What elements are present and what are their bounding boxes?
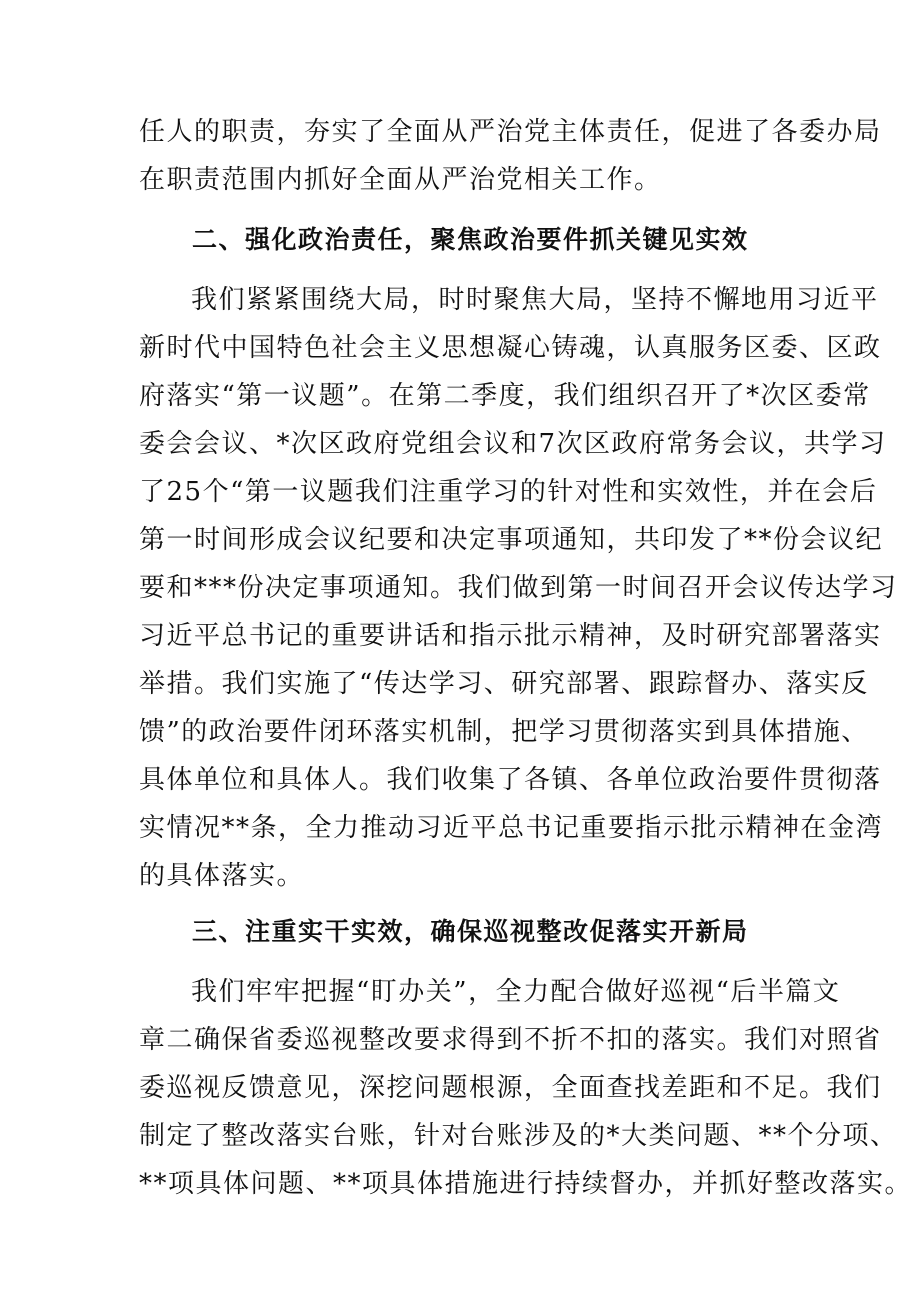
paragraph-line: 了25个“第一议题我们注重学习的针对性和实效性，并在会后: [139, 477, 878, 507]
paragraph-line: 的具体落实。: [139, 861, 305, 891]
paragraph-line: 习近平总书记的重要讲话和指示批示精神，及时研究部署落实: [139, 621, 882, 651]
section-heading-3: 三、注重实干实效，确保巡视整改促落实开新局: [192, 917, 749, 946]
section-2-paragraph: [139, 276, 898, 900]
intro-paragraph: [139, 108, 882, 204]
paragraph-line: 委会会议、*次区政府党组会议和7次区政府常务会议，共学习: [139, 429, 887, 459]
paragraph-line: 举措。我们实施了“传达学习、研究部署、跟踪督办、落实反: [139, 669, 869, 699]
paragraph-line: 具体单位和具体人。我们收集了各镇、各单位政治要件贯彻落: [139, 765, 882, 795]
paragraph-line: 章二确保省委巡视整改要求得到不折不扣的落实。我们对照省: [139, 1025, 882, 1055]
paragraph-line: 第一时间形成会议纪要和决定事项通知，共印发了**份会议纪: [139, 525, 884, 555]
paragraph-line: 要和***份决定事项通知。我们做到第一时间召开会议传达学习: [139, 573, 898, 603]
paragraph-line: **项具体问题、**项具体措施进行持续督办，并抓好整改落实。: [139, 1169, 913, 1199]
paragraph-line: 我们紧紧围绕大局，时时聚焦大局，坚持不懈地用习近平: [191, 285, 879, 315]
section-3-paragraph: [139, 968, 913, 1208]
section-heading-2: 二、强化政治责任，聚焦政治要件抓关键见实效: [192, 225, 749, 254]
paragraph-line: 馈”的政治要件闭环落实机制，把学习贯彻落实到具体措施、: [139, 717, 869, 747]
paragraph-line: 新时代中国特色社会主义思想凝心铸魂，认真服务区委、区政: [139, 333, 882, 363]
paragraph-line: 我们牢牢把握“盯办关”，全力配合做好巡视“后半篇文: [191, 977, 841, 1007]
paragraph-line: 府落实“第一议题”。在第二季度，我们组织召开了*次区委常: [139, 381, 871, 411]
paragraph-line: 委巡视反馈意见，深挖问题根源，全面查找差距和不足。我们: [139, 1073, 882, 1103]
paragraph-line: 在职责范围内抓好全面从严治党相关工作。: [139, 165, 662, 195]
paragraph-line: 制定了整改落实台账，针对台账涉及的*大类问题、**个分项、: [139, 1121, 898, 1151]
paragraph-line: 任人的职责，夯实了全面从严治党主体责任，促进了各委办局: [139, 117, 882, 147]
paragraph-line: 实情况**条，全力推动习近平总书记重要指示批示精神在金湾: [139, 813, 884, 843]
